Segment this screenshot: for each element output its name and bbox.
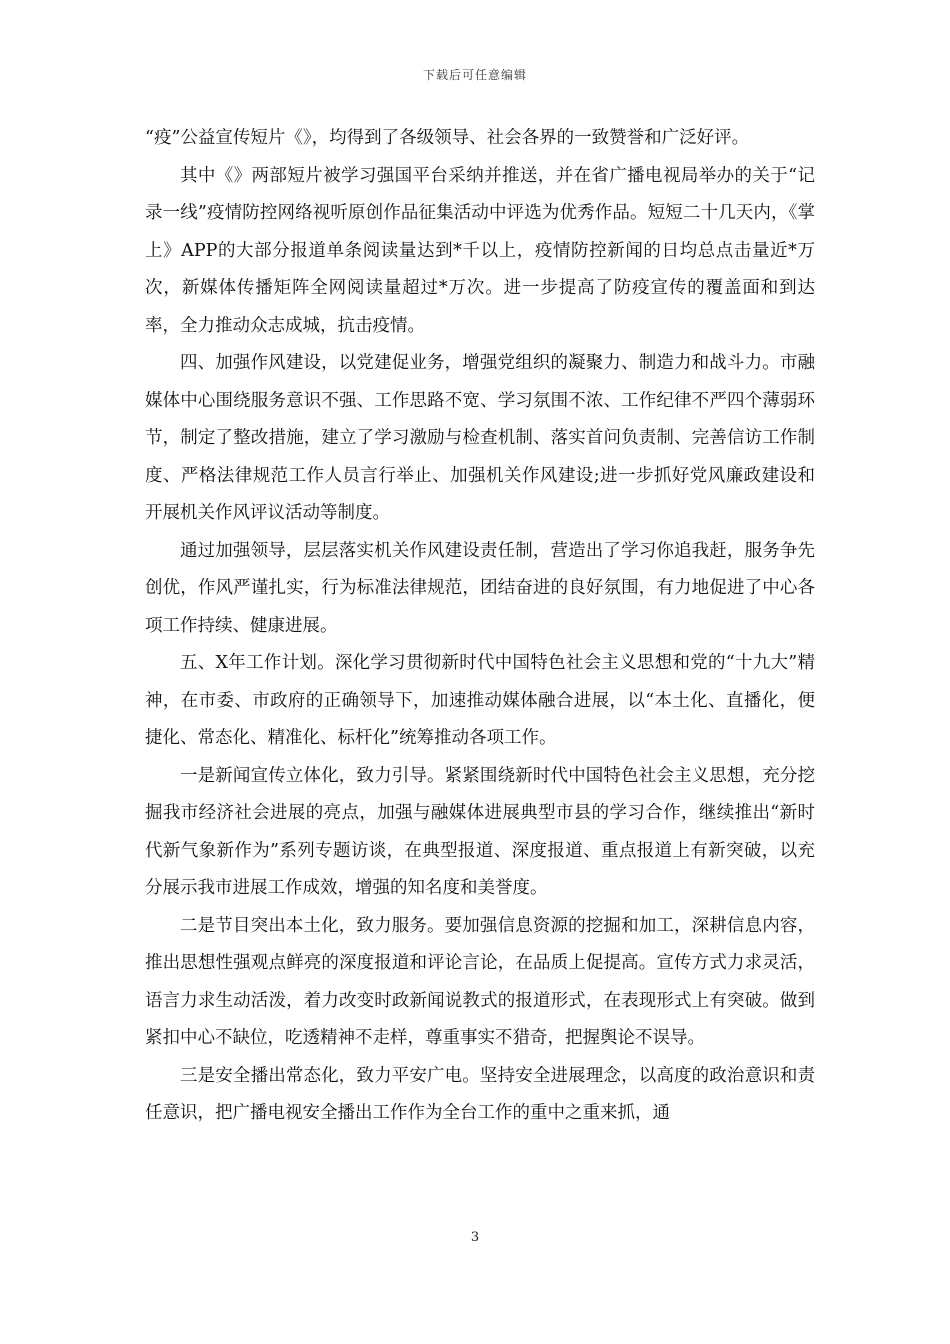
- paragraph-7: 二是节目突出本土化，致力服务。要加强信息资源的挖掘和加工，深耕信息内容，推出思想性强观点鲜亮的深度报道和评论言论，在品质上促提高。宣传方式力求灵活，语言力求生动活泼，着力改变时政新闻说教式的报道形式，在表现形式上有突破。做到紧扣中心不缺位，吃透精神不走样，尊重事实不猎奇，把握舆论不误导。: [145, 915, 815, 1048]
- paragraph-3: 四、加强作风建设，以党建促业务，增强党组织的凝聚力、制造力和战斗力。市融媒体中心围绕服务意识不强、工作思路不宽、学习氛围不浓、工作纪律不严四个薄弱环节，制定了整改措施，建立了学习激励与检查机制、落实首问负责制、完善信访工作制度、严格法律规范工作人员言行举止、加强机关作风建设;进一步抓好党风廉政建设和开展机关作风评议活动等制度。: [145, 353, 815, 523]
- paragraph-8: 三是安全播出常态化，致力平安广电。坚持安全进展理念，以高度的政治意识和责任意识，把广播电视安全播出工作作为全台工作的重中之重来抓，通: [145, 1065, 815, 1123]
- document-body: [145, 120, 815, 1133]
- paragraph-5: 五、X年工作计划。深化学习贯彻新时代中国特色社会主义思想和党的“十九大”精神，在市委、市政府的正确领导下，加速推动媒体融合进展，以“本土化、直播化，便捷化、常态化、精准化、标杆化”统筹推动各项工作。: [145, 653, 815, 748]
- paragraph-6: 一是新闻宣传立体化，致力引导。紧紧围绕新时代中国特色社会主义思想，充分挖掘我市经济社会进展的亮点，加强与融媒体进展典型市县的学习合作，继续推出“新时代新气象新作为”系列专题访谈，在典型报道、深度报道、重点报道上有新突破，以充分展示我市进展工作成效，增强的知名度和美誉度。: [145, 765, 815, 898]
- paragraph-2: 其中《》两部短片被学习强国平台采纳并推送，并在省广播电视局举办的关于“记录一线”疫情防控网络视听原创作品征集活动中评选为优秀作品。短短二十几天内，《掌上》APP的大部分报道单条阅读量达到*千以上，疫情防控新闻的日均总点击量近*万次，新媒体传播矩阵全网阅读量超过*万次。进一步提高了防疫宣传的覆盖面和到达率，全力推动众志成城，抗击疫情。: [145, 165, 815, 336]
- paragraph-4: 通过加强领导，层层落实机关作风建设责任制，营造出了学习你追我赶，服务争先创优，作风严谨扎实，行为标准法律规范，团结奋进的良好氛围，有力地促进了中心各项工作持续、健康进展。: [145, 540, 815, 636]
- paragraph-1: “疫”公益宣传短片《》，均得到了各级领导、社会各界的一致赞誉和广泛好评。: [145, 128, 750, 148]
- page-number: 3: [470, 1230, 480, 1245]
- page-header: 下载后可任意编辑: [422, 68, 527, 82]
